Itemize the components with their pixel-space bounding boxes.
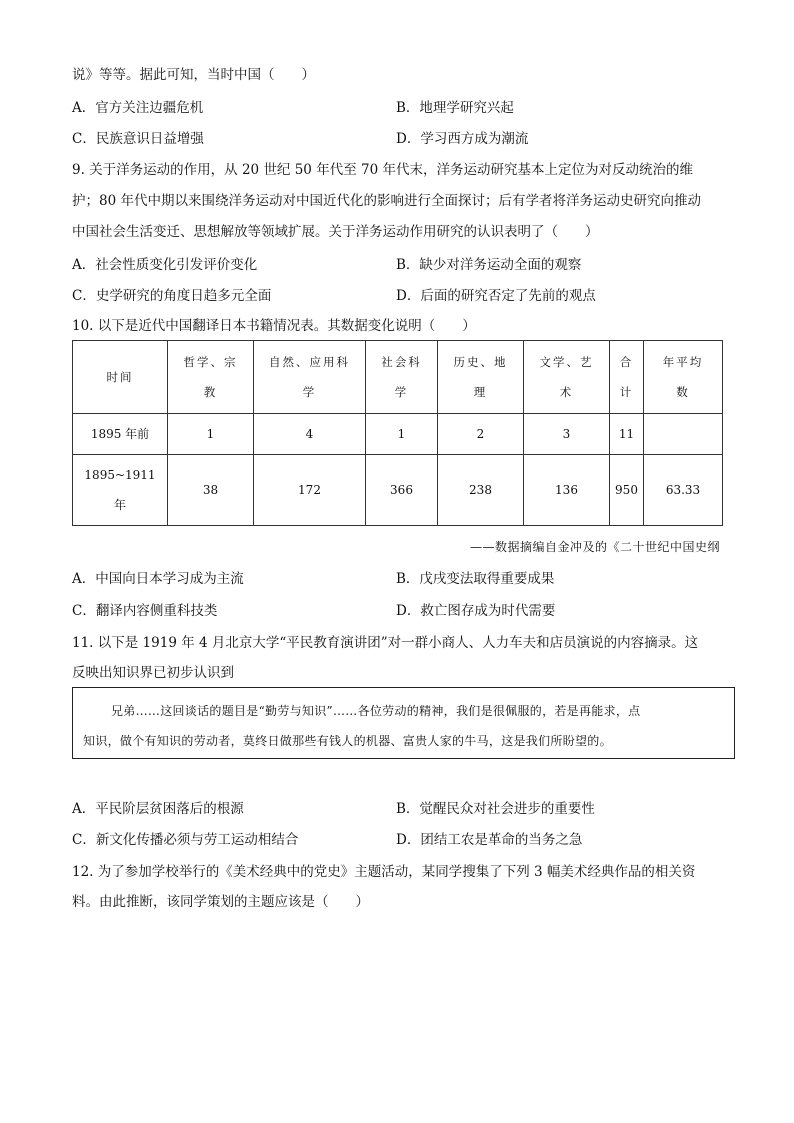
table-cell — [644, 414, 723, 455]
speech-excerpt-line-2: 知识，做个有知识的劳动者，莫终日做那些有钱人的机器、富贵人家的牛马，这是我们所盼望的。 — [83, 734, 612, 748]
q8-option-b[interactable]: B．地理学研究兴起 — [396, 100, 514, 116]
header-cell-philosophy: 哲学、宗 教 — [168, 341, 254, 414]
table-cell: 2 — [438, 414, 524, 455]
q9-stem-line-3: 中国社会生活变迁、思想解放等领域扩展。关于洋务运动作用研究的认识表明了（ ） — [72, 224, 599, 240]
table-cell: 63.33 — [644, 455, 723, 526]
q10-option-a[interactable]: A．中国向日本学习成为主流 — [72, 571, 244, 587]
header-cell-total: 合 计 — [610, 341, 644, 414]
q9-stem-line-2: 护；80 年代中期以来围绕洋务运动对中国近代化的影响进行全面探讨；后有学者将洋务运动史研究向推动 — [72, 193, 701, 209]
table-cell: 136 — [524, 455, 610, 526]
table-cell: 3 — [524, 414, 610, 455]
q10-stem: 10. 以下是近代中国翻译日本书籍情况表。其数据变化说明（ ） — [72, 318, 476, 334]
q8-option-a[interactable]: A．官方关注边疆危机 — [72, 100, 204, 116]
header-cell-average: 年平均 数 — [644, 341, 723, 414]
speech-excerpt-box — [72, 687, 735, 759]
table-cell: 172 — [254, 455, 366, 526]
q11-option-d[interactable]: D．团结工农是革命的当务之急 — [396, 832, 583, 848]
q8-option-d[interactable]: D．学习西方成为潮流 — [396, 131, 529, 147]
question-8-stem-tail: 说》等等。据此可知，当时中国（ ） — [72, 67, 315, 83]
table-cell: 11 — [610, 414, 644, 455]
q8-option-c[interactable]: C．民族意识日益增强 — [72, 131, 204, 147]
q10-option-b[interactable]: B．戊戌变法取得重要成果 — [396, 571, 555, 587]
table-cell: 238 — [438, 455, 524, 526]
table-cell: 38 — [168, 455, 254, 526]
q9-stem-line-1: 9. 关于洋务运动的作用，从 20 世纪 50 年代至 70 年代末，洋务运动研究基本上定位为对反动统治的维 — [72, 162, 693, 178]
translation-table — [72, 340, 723, 526]
q10-option-c[interactable]: C．翻译内容侧重科技类 — [72, 603, 218, 619]
q9-option-d[interactable]: D．后面的研究否定了先前的观点 — [396, 288, 596, 304]
header-cell-history: 历史、地 理 — [438, 341, 524, 414]
q10-option-d[interactable]: D．救亡图存成为时代需要 — [396, 603, 556, 619]
q11-stem-line-2: 反映出知识界已初步认识到 — [72, 665, 234, 681]
table-cell: 4 — [254, 414, 366, 455]
table-cell: 950 — [610, 455, 644, 526]
q11-option-b[interactable]: B．觉醒民众对社会进步的重要性 — [396, 801, 595, 817]
table-row — [73, 455, 723, 526]
q9-option-c[interactable]: C．史学研究的角度日趋多元全面 — [72, 288, 272, 304]
header-cell-social-science: 社会科 学 — [366, 341, 438, 414]
table-cell: 1 — [366, 414, 438, 455]
table-row — [73, 414, 723, 455]
header-cell-literature: 文学、艺 术 — [524, 341, 610, 414]
table-cell: 366 — [366, 455, 438, 526]
q9-option-b[interactable]: B．缺少对洋务运动全面的观察 — [396, 257, 582, 273]
q9-option-a[interactable]: A．社会性质变化引发评价变化 — [72, 257, 258, 273]
q11-stem-line-1: 11. 以下是 1919 年 4 月北京大学“平民教育演讲团”对一群小商人、人力车夫和店员演说的内容摘录。这 — [72, 635, 699, 651]
q11-option-c[interactable]: C．新文化传播必须与劳工运动相结合 — [72, 832, 299, 848]
speech-excerpt-line-1: 兄弟……这回谈话的题目是“勤劳与知识”……各位劳动的精神，我们是很佩服的，若是再能求，点 — [111, 704, 641, 718]
table-header-row — [73, 341, 723, 414]
q12-stem-line-2: 料。由此推断，该同学策划的主题应该是（ ） — [72, 894, 369, 910]
header-cell-science: 自然、应用科 学 — [254, 341, 366, 414]
q12-stem-line-1: 12. 为了参加学校举行的《美术经典中的党史》主题活动，某同学搜集了下列 3 幅美术经典作品的相关资 — [72, 864, 696, 880]
header-cell-time: 时间 — [73, 341, 168, 414]
row-period: 1895~1911 年 — [73, 455, 168, 526]
table-cell: 1 — [168, 414, 254, 455]
row-period: 1895 年前 — [73, 414, 168, 455]
q11-option-a[interactable]: A．平民阶层贫困落后的根源 — [72, 801, 244, 817]
table-source-note: ——数据摘编自金冲及的《二十世纪中国史纲 — [470, 540, 721, 554]
